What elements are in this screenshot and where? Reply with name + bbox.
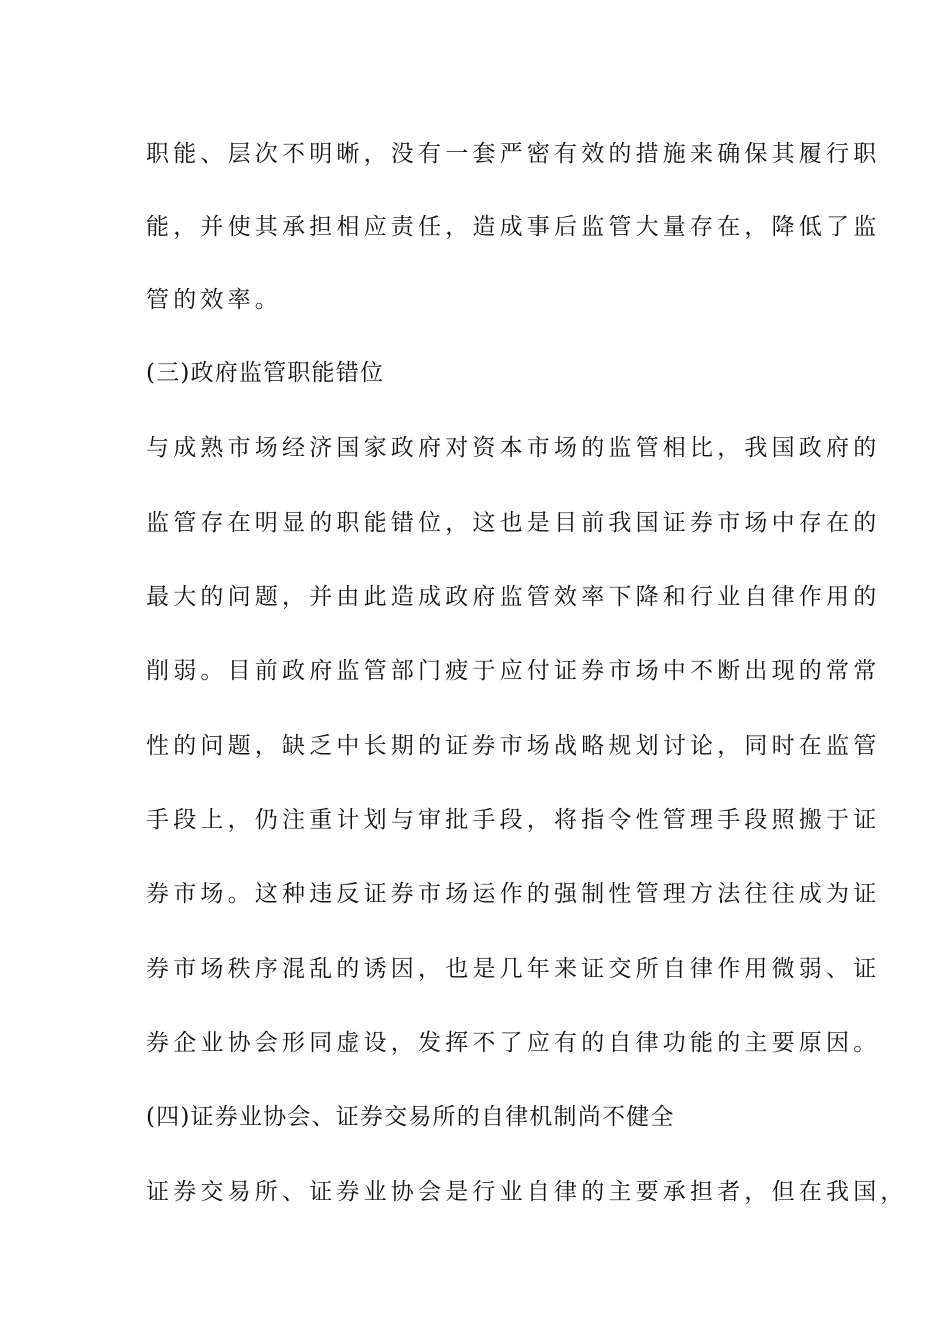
paragraph-line: 券市场秩序混乱的诱因，也是几年来证交所自律作用微弱、证 bbox=[146, 956, 881, 982]
paragraph-line: 券市场。这种违反证券市场运作的强制性管理方法往往成为证 bbox=[146, 881, 881, 907]
paragraph-line: 证券交易所、证券业协会是行业自律的主要承担者，但在我国， bbox=[146, 1179, 908, 1205]
paragraph-line: 券企业协会形同虚设，发挥不了应有的自律功能的主要原因。 bbox=[146, 1030, 881, 1056]
paragraph-line: 职能、层次不明晰，没有一套严密有效的措施来确保其履行职 bbox=[146, 141, 881, 167]
paragraph-line: 监管存在明显的职能错位，这也是目前我国证券市场中存在的 bbox=[146, 510, 881, 536]
paragraph-line: 性的问题，缺乏中长期的证券市场战略规划讨论，同时在监管 bbox=[146, 733, 881, 759]
paragraph-line: 手段上，仍注重计划与审批手段，将指令性管理手段照搬于证 bbox=[146, 807, 881, 833]
paragraph-line: 能，并使其承担相应责任，造成事后监管大量存在，降低了监 bbox=[146, 214, 881, 240]
paragraph-line: 削弱。目前政府监管部门疲于应付证券市场中不断出现的常常 bbox=[146, 658, 881, 684]
paragraph-line: 管的效率。 bbox=[146, 287, 282, 313]
section-heading: (四)证券业协会、证券交易所的自律机制尚不健全 bbox=[146, 1104, 675, 1130]
paragraph-line: 与成熟市场经济国家政府对资本市场的监管相比，我国政府的 bbox=[146, 435, 881, 461]
paragraph-line: 最大的问题，并由此造成政府监管效率下降和行业自律作用的 bbox=[146, 584, 881, 610]
section-heading: (三)政府监管职能错位 bbox=[146, 360, 385, 386]
